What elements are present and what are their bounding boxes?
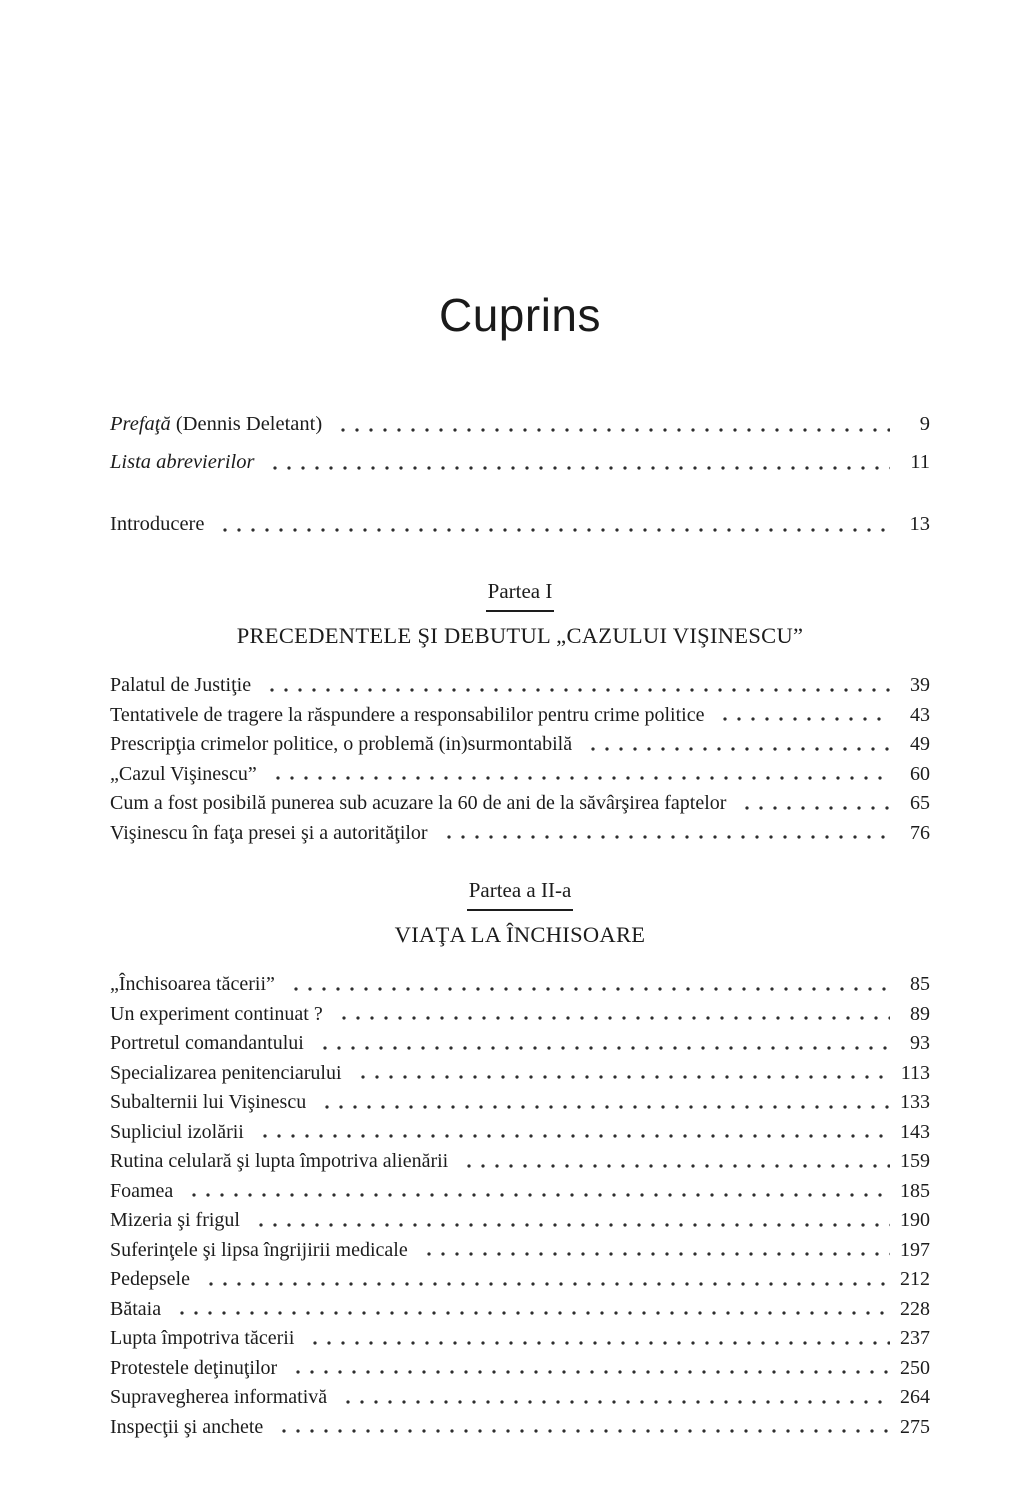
toc-entry xyxy=(110,819,930,849)
page-number: 212 xyxy=(900,1268,930,1291)
entry-title: Un experiment continuat ? xyxy=(110,1002,323,1025)
page-number: 190 xyxy=(900,1209,930,1232)
dot-leader xyxy=(267,776,890,780)
entry-title: Portretul comandantului xyxy=(110,1032,304,1055)
toc-entry xyxy=(110,1088,930,1118)
page-number: 185 xyxy=(900,1179,930,1202)
dot-leader xyxy=(582,747,890,751)
entry-title: Supravegherea informativă xyxy=(110,1386,328,1409)
dot-leader xyxy=(418,1252,890,1256)
page-number: 197 xyxy=(900,1238,930,1261)
toc-entry xyxy=(110,1236,930,1266)
dot-leader xyxy=(200,1282,890,1286)
dot-leader xyxy=(273,1429,890,1433)
page-number: 237 xyxy=(900,1327,930,1350)
entry-title: Rutina celulară şi lupta împotriva alienării xyxy=(110,1150,449,1173)
toc-entry xyxy=(110,1059,930,1089)
dot-leader xyxy=(332,428,890,432)
toc-entry xyxy=(110,701,930,731)
entry-title: Introducere xyxy=(110,513,205,536)
page-title: Cuprins xyxy=(438,289,601,341)
toc-entry xyxy=(110,1413,930,1443)
entry-title-italic: Lista abrevierilor xyxy=(110,451,255,474)
dot-leader xyxy=(287,1370,890,1374)
part-2-heading: VIAŢA LA ÎNCHISOARE xyxy=(394,922,646,948)
dot-leader xyxy=(261,688,890,692)
page-number: 13 xyxy=(909,513,930,536)
entry-title: Lupta împotriva tăcerii xyxy=(110,1327,295,1350)
entry-title: Tentativele de tragere la răspundere a responsabililor pentru crime politice xyxy=(110,703,705,726)
dot-leader xyxy=(314,1046,890,1050)
toc-entry xyxy=(110,760,930,790)
page-number: 93 xyxy=(910,1032,930,1055)
dot-leader xyxy=(333,1016,890,1020)
dot-leader xyxy=(714,717,890,721)
toc-entry xyxy=(110,1000,930,1030)
dot-leader xyxy=(736,806,890,810)
page-number: 228 xyxy=(900,1297,930,1320)
part-2-header xyxy=(110,876,930,950)
entry-title: „Închisoarea tăcerii” xyxy=(110,973,275,996)
entry-title-roman: (Dennis Deletant) xyxy=(170,413,323,436)
entry-title: Prescripţia crimelor politice, o problemă (in)surmontabilă xyxy=(110,733,573,756)
dot-leader xyxy=(171,1311,890,1315)
entry-title: Pedepsele xyxy=(110,1268,190,1291)
page-number: 65 xyxy=(910,792,930,815)
entry-title: Foamea xyxy=(110,1179,174,1202)
front-matter-list xyxy=(110,405,930,481)
page-number: 264 xyxy=(900,1386,930,1409)
entry-title: Subalternii lui Vişinescu xyxy=(110,1091,307,1114)
entry-title xyxy=(110,443,254,481)
page-number: 275 xyxy=(900,1415,930,1438)
page-number: 159 xyxy=(900,1150,930,1173)
dot-leader xyxy=(337,1400,890,1404)
page-number: 89 xyxy=(910,1002,930,1025)
toc-entry xyxy=(110,1354,930,1384)
page-number: 9 xyxy=(919,413,930,436)
page-number: 85 xyxy=(910,973,930,996)
part-1-label: Partea I xyxy=(486,577,555,612)
toc-entry xyxy=(110,1029,930,1059)
toc-entry xyxy=(110,1383,930,1413)
dot-leader xyxy=(254,1134,890,1138)
page-number: 250 xyxy=(900,1356,930,1379)
entry-title xyxy=(110,405,322,443)
entry-title: Protestele deţinuţilor xyxy=(110,1356,278,1379)
part-2-entries xyxy=(110,970,930,1442)
part-1-heading: PRECEDENTELE ŞI DEBUTUL „CAZULUI VIŞINESCU” xyxy=(236,623,804,649)
toc-entry xyxy=(110,1206,930,1236)
dot-leader xyxy=(285,987,890,991)
toc-entry xyxy=(110,1324,930,1354)
dot-leader xyxy=(264,466,890,470)
entry-title: Bătaia xyxy=(110,1297,162,1320)
page-number: 49 xyxy=(910,733,930,756)
page-number: 143 xyxy=(900,1120,930,1143)
dot-leader xyxy=(250,1223,890,1227)
toc-entry xyxy=(110,405,930,443)
page-number: 39 xyxy=(910,674,930,697)
entry-title: Vişinescu în faţa presei şi a autorităţilor xyxy=(110,821,428,844)
dot-leader xyxy=(438,835,890,839)
dot-leader xyxy=(458,1164,890,1168)
entry-title: Palatul de Justiţie xyxy=(110,674,252,697)
part-1-header xyxy=(110,577,930,651)
dot-leader xyxy=(304,1341,890,1345)
toc-entry xyxy=(110,1295,930,1325)
dot-leader xyxy=(214,528,890,532)
toc-entry-introduction xyxy=(110,505,930,543)
toc-entry xyxy=(110,1265,930,1295)
dot-leader xyxy=(183,1193,890,1197)
entry-title-italic: Prefaţă xyxy=(110,413,171,436)
page-number: 11 xyxy=(910,451,930,474)
toc-entry xyxy=(110,730,930,760)
page-number: 60 xyxy=(910,762,930,785)
toc-entry xyxy=(110,443,930,481)
toc-entry xyxy=(110,1147,930,1177)
toc-entry xyxy=(110,789,930,819)
dot-leader xyxy=(316,1105,890,1109)
dot-leader xyxy=(352,1075,890,1079)
entry-title: „Cazul Vişinescu” xyxy=(110,762,257,785)
entry-title: Supliciul izolării xyxy=(110,1120,244,1143)
part-1-entries xyxy=(110,671,930,848)
page-number: 43 xyxy=(910,703,930,726)
entry-title: Cum a fost posibilă punerea sub acuzare la 60 de ani de la săvârşirea faptelor xyxy=(110,792,727,815)
toc-entry xyxy=(110,970,930,1000)
toc-entry xyxy=(110,671,930,701)
toc-entry xyxy=(110,1177,930,1207)
entry-title: Suferinţele şi lipsa îngrijirii medicale xyxy=(110,1238,408,1261)
entry-title: Mizeria şi frigul xyxy=(110,1209,240,1232)
page-number: 133 xyxy=(900,1091,930,1114)
page-number: 76 xyxy=(910,821,930,844)
page-number: 113 xyxy=(900,1061,930,1084)
entry-title: Inspecţii şi anchete xyxy=(110,1415,264,1438)
part-2-label: Partea a II-a xyxy=(467,876,574,911)
entry-title: Specializarea penitenciarului xyxy=(110,1061,342,1084)
toc-entry xyxy=(110,1118,930,1148)
